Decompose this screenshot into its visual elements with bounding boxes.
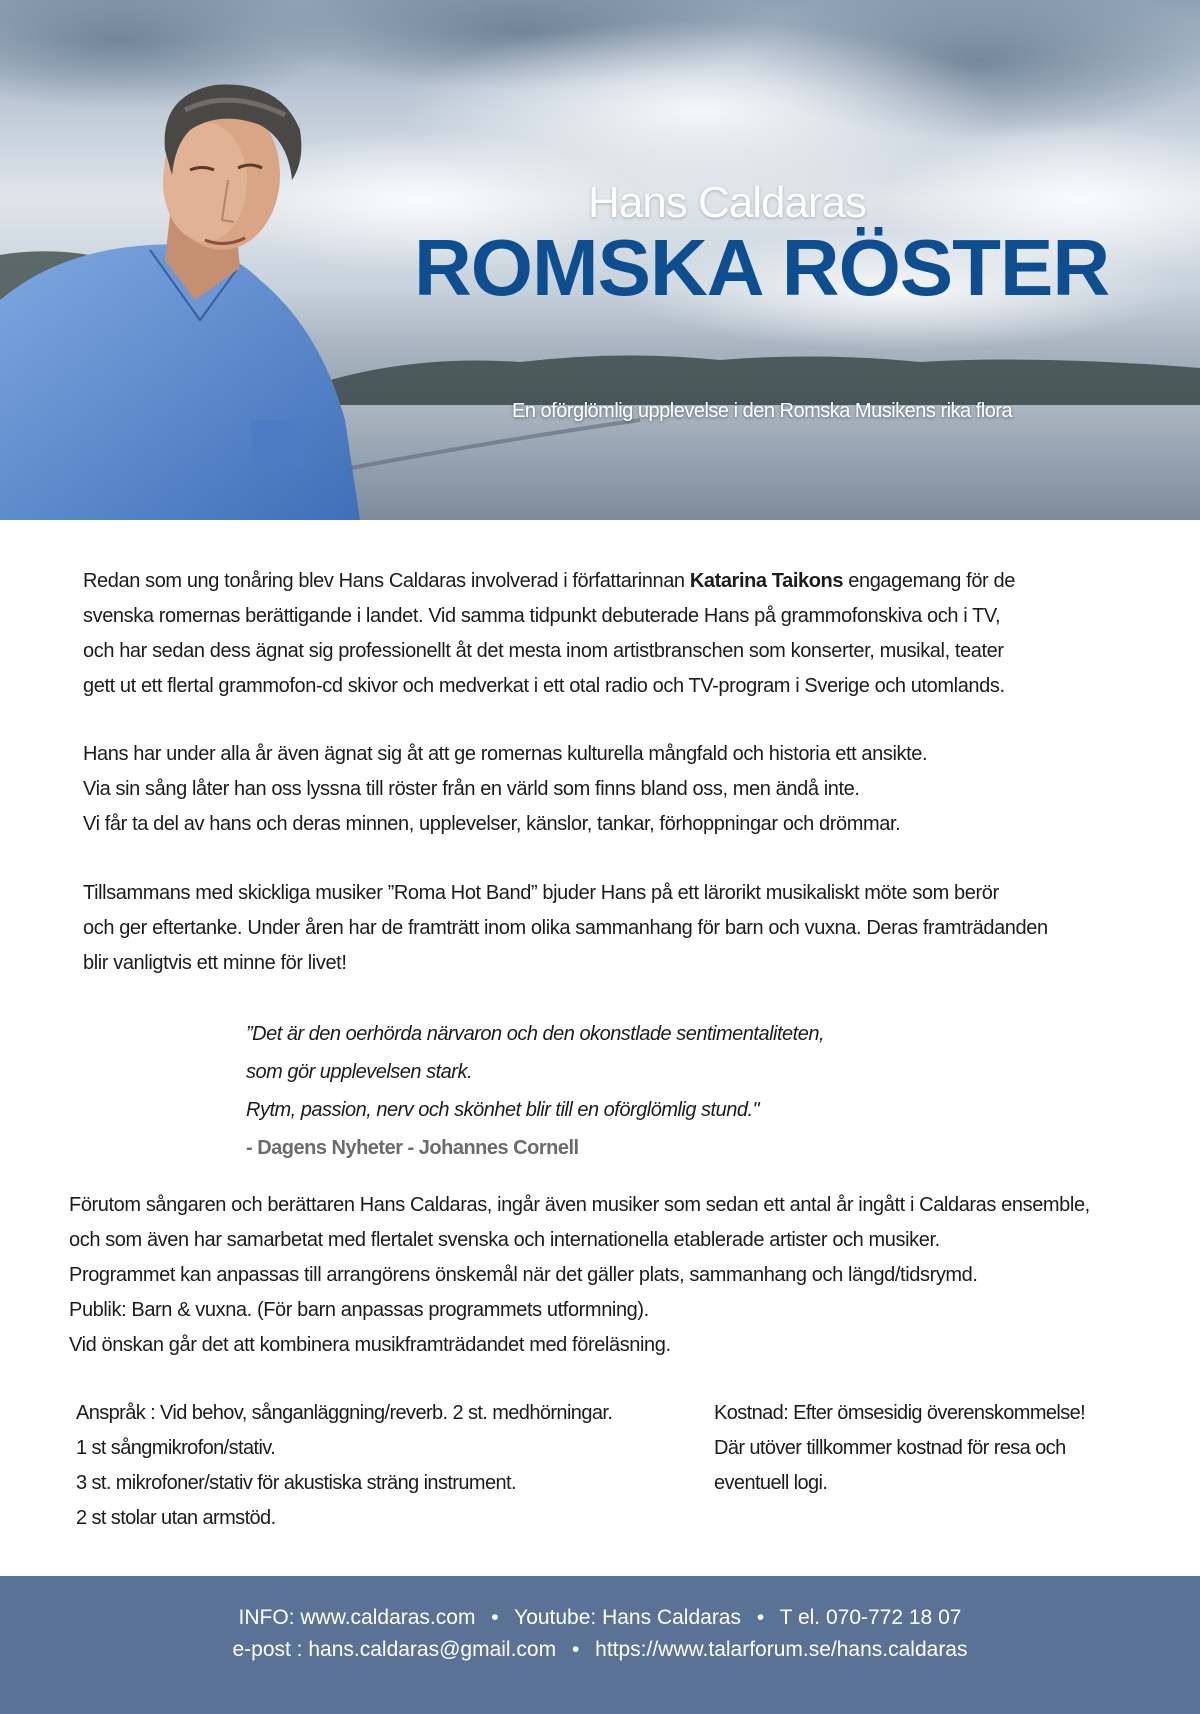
- cost-info: [714, 1396, 1085, 1501]
- program-line-5: Vid önskan går det att kombinera musikframträdandet med föreläsning.: [69, 1334, 671, 1356]
- separator-dot: •: [571, 1638, 580, 1661]
- requirements-line-4: 2 st stolar utan armstöd.: [76, 1507, 276, 1529]
- youtube-link[interactable]: Youtube: Hans Caldaras: [514, 1606, 741, 1629]
- phone-number[interactable]: T el. 070-772 18 07: [779, 1606, 962, 1629]
- intro-line-2: svenska romernas berättigande i landet. Vid samma tidpunkt debuterade Hans på grammofonskiva och i TV,: [83, 605, 1001, 627]
- author-name-bold: Katarina Taikons: [689, 570, 844, 592]
- program-line-1: Förutom sångaren och berättaren Hans Caldaras, ingår även musiker som sedan ett antal år ingått i Caldaras ensemble,: [69, 1194, 1090, 1216]
- culture-line-2: Via sin sång låter han oss lyssna till röster från en värld som finns bland oss, men ändå inte.: [83, 778, 860, 800]
- website-link[interactable]: INFO: www.caldaras.com: [238, 1606, 476, 1629]
- cost-line-2: Där utöver tillkommer kostnad för resa och: [714, 1437, 1066, 1459]
- band-paragraph: [83, 876, 1163, 981]
- cost-line-1: Kostnad: Efter ömsesidig överenskommelse!: [714, 1402, 1086, 1424]
- hero-banner: [0, 0, 1200, 520]
- requirements-line-3: 3 st. mikrofoner/stativ för akustiska sträng instrument.: [76, 1472, 516, 1494]
- technical-requirements: [76, 1396, 612, 1536]
- hero-tagline: En oförglömlig upplevelse i den Romska Musikens rika flora: [512, 400, 1013, 422]
- quote-line-3: Rytm, passion, nerv och skönhet blir till en oförglömlig stund.": [246, 1099, 760, 1121]
- hero-show-title: ROMSKA RÖSTER: [414, 223, 1110, 312]
- intro-line-1-start: Redan som ung tonåring blev Hans Caldaras involverad i författarinnan: [83, 570, 690, 592]
- band-line-2: och ger eftertanke. Under åren har de framträtt inom olika sammanhang för barn och vuxna. Deras framträdanden: [83, 917, 1048, 939]
- hero-artist-name: Hans Caldaras: [588, 178, 867, 227]
- talarforum-link[interactable]: https://www.talarforum.se/hans.caldaras: [595, 1638, 968, 1661]
- program-line-4: Publik: Barn & vuxna. (För barn anpassas programmets utformning).: [69, 1299, 649, 1321]
- intro-line-4: gett ut ett flertal grammofon-cd skivor och medverkat i ett otal radio och TV-program i Sverige och utomlands.: [83, 675, 1005, 697]
- email-link[interactable]: e-post : hans.caldaras@gmail.com: [232, 1638, 557, 1661]
- culture-paragraph: [83, 737, 1163, 842]
- separator-dot: •: [491, 1606, 499, 1629]
- requirements-line-2: 1 st sångmikrofon/stativ.: [76, 1437, 276, 1459]
- intro-line-1: [83, 564, 1163, 599]
- quote-line-2: som gör upplevelsen stark.: [246, 1061, 473, 1083]
- culture-line-3: Vi får ta del av hans och deras minnen, upplevelser, känslor, tankar, förhoppningar och drömmar.: [83, 813, 901, 835]
- band-line-3: blir vanligtvis ett minne för livet!: [83, 952, 347, 974]
- program-line-2: och som även har samarbetat med flertalet svenska och internationella etablerade artister och musiker.: [69, 1229, 940, 1251]
- intro-line-3: och har sedan dess ägnat sig professionellt åt det mesta inom artistbranschen som konserter, musikal, teater: [83, 640, 1004, 662]
- requirements-line-1: Anspråk : Vid behov, sånganläggning/reverb. 2 st. medhörningar.: [76, 1402, 613, 1424]
- footer-line-2: [0, 1638, 1200, 1662]
- band-line-1: Tillsammans med skickliga musiker ”Roma Hot Band” bjuder Hans på ett lärorikt musikaliskt möte som berör: [83, 882, 999, 904]
- intro-line-1-end: engagemang för de: [843, 570, 1015, 592]
- program-paragraph: [69, 1188, 1189, 1363]
- footer-line-1: [0, 1606, 1200, 1630]
- contact-footer: [0, 1576, 1200, 1714]
- separator-dot: •: [756, 1606, 765, 1629]
- press-quote: [246, 1015, 824, 1167]
- culture-line-1: Hans har under alla år även ägnat sig åt att ge romernas kulturella mångfald och historia ett ansikte.: [83, 743, 928, 765]
- quote-line-1: ”Det är den oerhörda närvaron och den okonstlade sentimentaliteten,: [246, 1023, 824, 1045]
- cost-line-3: eventuell logi.: [714, 1472, 828, 1494]
- intro-paragraph: [83, 564, 1163, 704]
- quote-source: - Dagens Nyheter - Johannes Cornell: [246, 1137, 579, 1159]
- program-line-3: Programmet kan anpassas till arrangörens önskemål när det gäller plats, sammanhang och längd/tidsrymd.: [69, 1264, 978, 1286]
